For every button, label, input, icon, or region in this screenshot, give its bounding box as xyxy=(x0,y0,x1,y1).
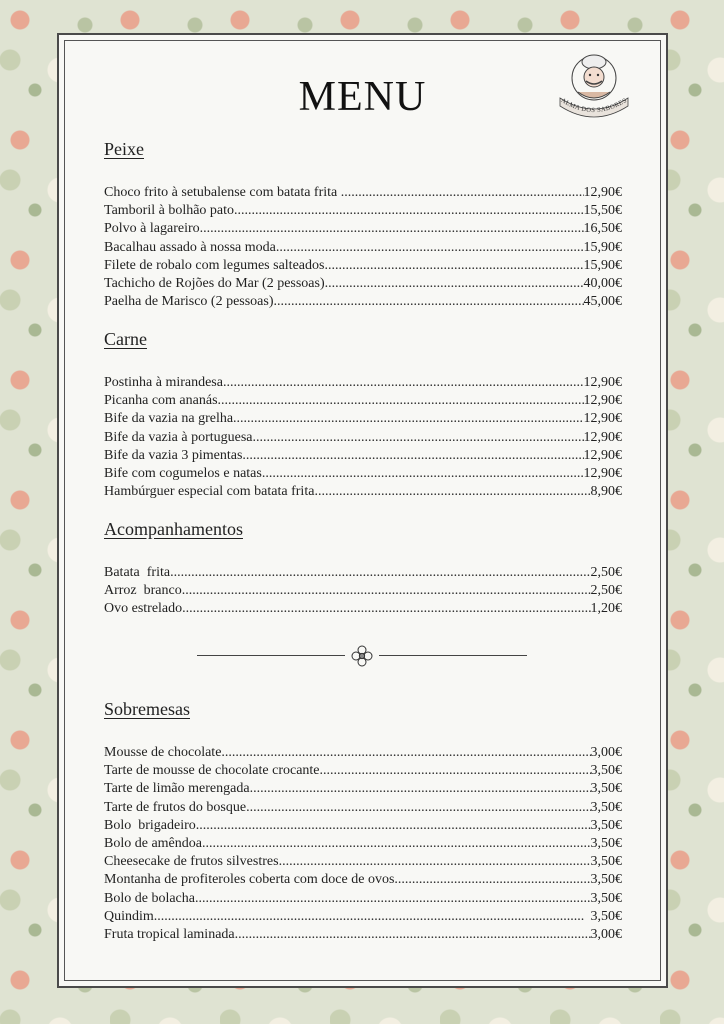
section-title: Sobremesas xyxy=(104,699,190,719)
ornamental-divider xyxy=(197,645,527,667)
menu-item xyxy=(104,871,622,889)
item-name: Cheesecake de frutos silvestres xyxy=(104,854,279,870)
dot-leader xyxy=(154,908,584,926)
dot-leader xyxy=(341,184,584,202)
menu-item xyxy=(104,890,622,908)
dot-leader xyxy=(320,762,591,780)
item-name: Filete de robalo com legumes salteados xyxy=(104,257,325,273)
item-price: 12,90€ xyxy=(583,393,622,409)
menu-item xyxy=(104,799,622,817)
dot-leader xyxy=(325,275,584,293)
divider-line xyxy=(379,655,527,656)
restaurant-logo xyxy=(556,50,632,120)
dot-leader xyxy=(170,564,590,582)
menu-title: MENU xyxy=(298,74,427,120)
item-price: 3,50€ xyxy=(590,872,622,888)
menu-item xyxy=(104,564,622,582)
dot-leader xyxy=(324,257,583,275)
menu-item xyxy=(104,926,622,944)
item-price: 12,90€ xyxy=(583,375,622,390)
item-name: Paelha de Marisco (2 pessoas) xyxy=(104,294,274,310)
item-price: 1,20€ xyxy=(590,601,622,617)
section-peixe xyxy=(104,139,622,311)
menu-item xyxy=(104,600,622,618)
dot-leader xyxy=(394,871,590,889)
item-price: 2,50€ xyxy=(590,583,622,599)
menu-item xyxy=(104,908,622,926)
dot-leader xyxy=(253,429,584,447)
menu-item xyxy=(104,220,622,238)
menu-item xyxy=(104,483,622,501)
menu-item xyxy=(104,582,622,600)
item-name: Tarte de mousse de chocolate crocante xyxy=(104,763,320,779)
item-name: Bife da vazia 3 pimentas xyxy=(104,447,243,463)
item-price: 15,90€ xyxy=(583,257,622,273)
dot-leader xyxy=(234,202,583,220)
item-name: Batata frita xyxy=(104,565,171,580)
item-price: 12,90€ xyxy=(583,447,622,463)
menu-item xyxy=(104,853,622,871)
section-title: Acompanhamentos xyxy=(104,519,243,539)
menu-item xyxy=(104,429,622,447)
section-carne xyxy=(104,329,622,501)
item-price: 3,50€ xyxy=(590,799,622,815)
item-price: 3,50€ xyxy=(590,817,622,833)
item-name: Ovo estrelado xyxy=(104,601,183,617)
item-price: 40,00€ xyxy=(583,276,622,292)
item-price: 3,50€ xyxy=(583,908,622,924)
item-name: Tarte de frutos do bosque xyxy=(104,799,247,815)
dot-leader xyxy=(200,220,584,238)
item-name: Bolo brigadeiro xyxy=(104,817,196,833)
menu-item xyxy=(104,780,622,798)
item-name: Bife da vazia na grelha xyxy=(104,411,234,427)
item-name: Quindim xyxy=(104,908,154,924)
item-price: 12,90€ xyxy=(583,466,622,482)
dot-leader xyxy=(202,835,591,853)
item-name: Tarte de limão merengada xyxy=(104,781,250,797)
item-price: 16,50€ xyxy=(583,221,622,237)
menu-card xyxy=(57,33,668,988)
menu-item xyxy=(104,744,622,762)
dot-leader xyxy=(195,890,591,908)
item-price: 3,00€ xyxy=(590,745,622,760)
item-name: Arroz branco xyxy=(104,583,182,599)
item-price: 15,50€ xyxy=(583,203,622,219)
flower-icon xyxy=(350,645,374,667)
dot-leader xyxy=(276,239,584,257)
item-name: Polvo à lagareiro xyxy=(104,221,200,237)
menu-item xyxy=(104,835,622,853)
item-name: Picanha com ananás xyxy=(104,393,218,409)
item-price: 12,90€ xyxy=(583,411,622,427)
menu-item xyxy=(104,465,622,483)
item-name: Postinha à mirandesa xyxy=(104,375,223,390)
item-name: Montanha de profiteroles coberta com doce de ovos xyxy=(104,872,395,888)
menu-item xyxy=(104,202,622,220)
item-price: 12,90€ xyxy=(583,429,622,445)
item-price: 8,90€ xyxy=(590,484,622,500)
dot-leader xyxy=(233,410,583,428)
dot-leader xyxy=(246,799,590,817)
dot-leader xyxy=(314,483,590,501)
dot-leader xyxy=(250,780,591,798)
menu-item xyxy=(104,374,622,392)
item-price: 3,50€ xyxy=(590,781,622,797)
item-name: Bife com cogumelos e natas xyxy=(104,466,262,482)
item-price: 3,50€ xyxy=(590,890,622,906)
item-name: Tamboril à bolhão pato xyxy=(104,203,235,219)
section-sobremesas xyxy=(104,699,622,944)
dot-leader xyxy=(182,600,590,618)
dot-leader xyxy=(221,744,590,762)
item-name: Bife da vazia à portuguesa xyxy=(104,429,253,445)
item-name: Choco frito à setubalense com batata frita xyxy=(104,185,341,200)
item-name: Fruta tropical laminada xyxy=(104,927,235,943)
dot-leader xyxy=(218,392,584,410)
menu-item xyxy=(104,392,622,410)
dot-leader xyxy=(235,926,591,944)
item-name: Bolo de bolacha xyxy=(104,890,195,906)
section-title: Carne xyxy=(104,329,147,349)
item-name: Bolo de amêndoa xyxy=(104,836,202,852)
item-price: 3,00€ xyxy=(590,927,622,943)
menu-item xyxy=(104,762,622,780)
section-title: Peixe xyxy=(104,139,144,159)
dot-leader xyxy=(279,853,591,871)
item-name: Bacalhau assado à nossa moda xyxy=(104,239,276,255)
item-price: 2,50€ xyxy=(590,565,622,580)
logo-text: ALMA DOS SABORES xyxy=(559,96,629,115)
item-price: 3,50€ xyxy=(590,854,622,870)
section-acompanhamentos xyxy=(104,519,622,619)
menu-item xyxy=(104,447,622,465)
dot-leader xyxy=(223,374,584,392)
menu-item xyxy=(104,410,622,428)
item-price: 12,90€ xyxy=(583,185,622,200)
dot-leader xyxy=(242,447,583,465)
dot-leader xyxy=(196,817,591,835)
item-name: Mousse de chocolate xyxy=(104,745,222,760)
menu-item xyxy=(104,239,622,257)
item-name: Tachicho de Rojões do Mar (2 pessoas) xyxy=(104,276,325,292)
item-price: 3,50€ xyxy=(590,763,622,779)
dot-leader xyxy=(274,293,584,311)
menu-item xyxy=(104,293,622,311)
item-price: 15,90€ xyxy=(583,239,622,255)
item-name: Hambúrguer especial com batata frita xyxy=(104,484,315,500)
menu-item xyxy=(104,257,622,275)
menu-item xyxy=(104,275,622,293)
item-price: 45,00€ xyxy=(583,294,622,310)
item-price: 3,50€ xyxy=(590,836,622,852)
divider-line xyxy=(197,655,345,656)
dot-leader xyxy=(262,465,584,483)
menu-item xyxy=(104,817,622,835)
dot-leader xyxy=(182,582,591,600)
menu-item xyxy=(104,184,622,202)
